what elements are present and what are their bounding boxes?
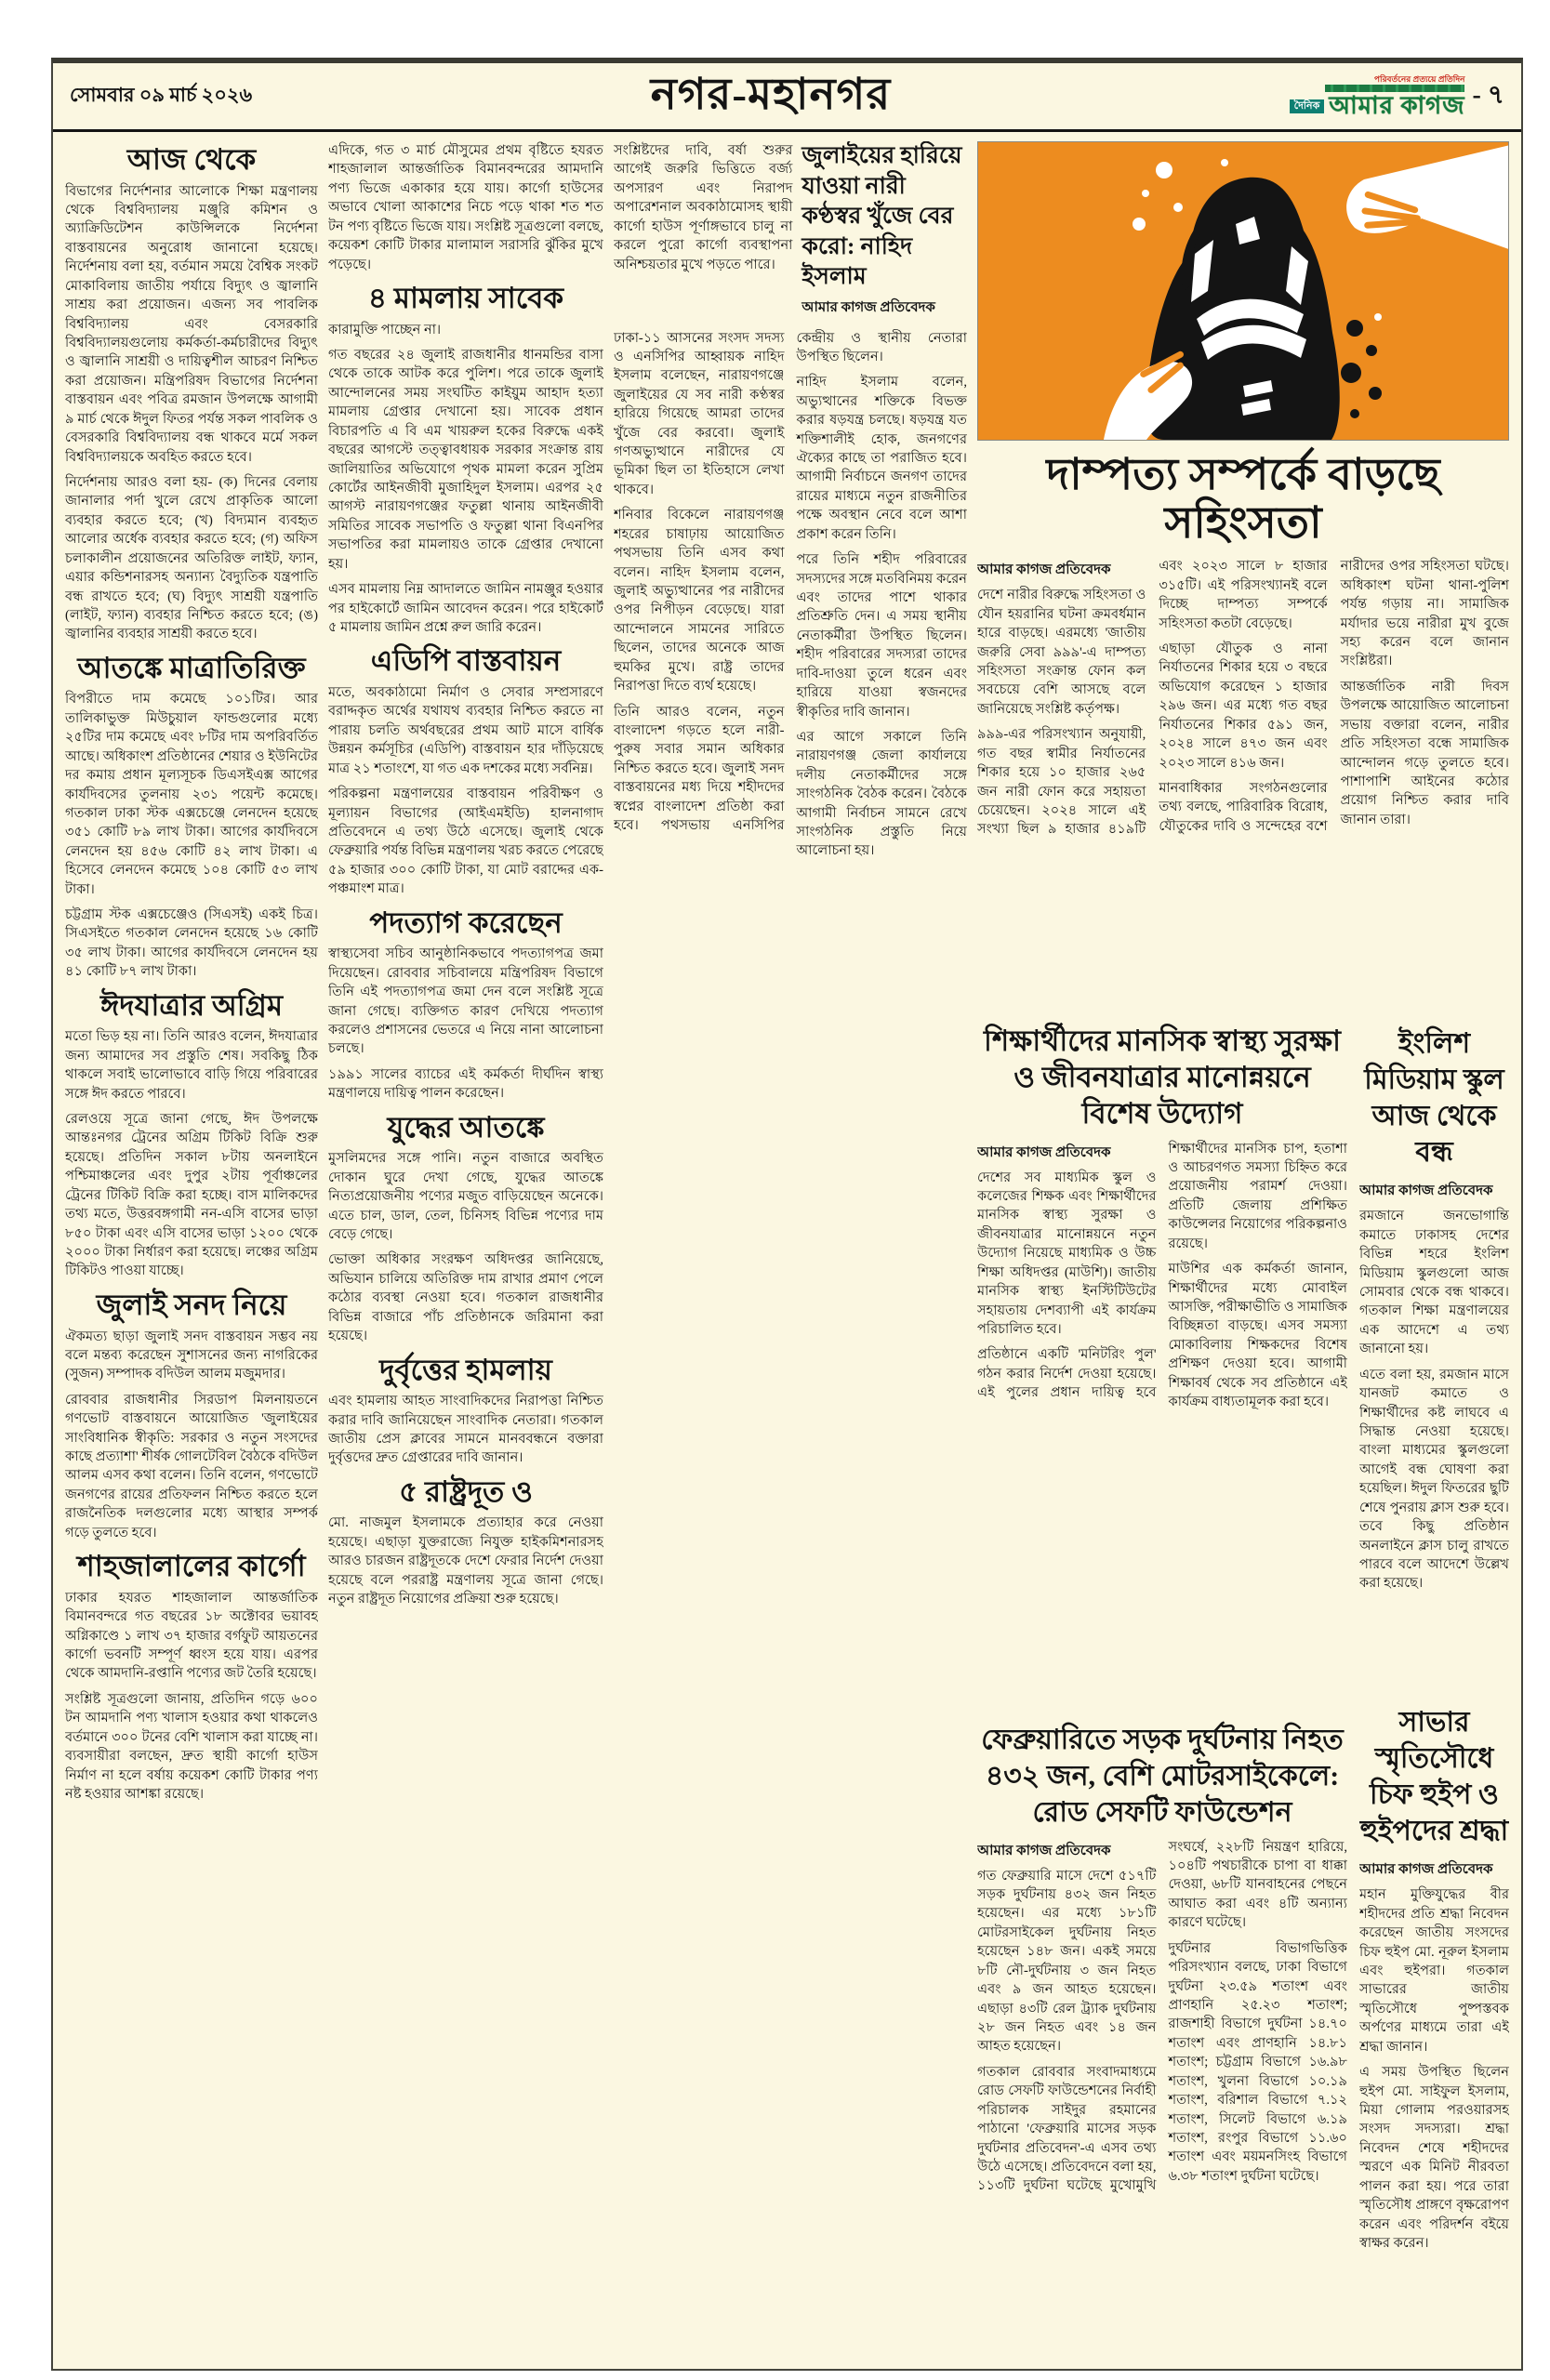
article-paragraph: প্রতিষ্ঠানে একটি 'মনিটরিং পুল' গঠন করার নির্দেশ দেওয়া হয়েছে। এই পুলের প্রধান দায়িত্ব হবে শিক্ষার্থীদের মানসিক চাপ, হতাশা ও আচরণগত সমস্যা চিহ্নিত করে প্রয়োজনীয় পরামর্শ দেওয়া। প্রতিটি জেলায় প্রশিক্ষিত কাউন্সেলর নিয়োগের পরিকল্পনাও রয়েছে। xyxy=(977,1141,1347,1401)
article-paragraph: এছাড়া যৌতুক ও নানা নির্যাতনের শিকার হয়ে ৩ বছরে অভিযোগ করেছেন ১ হাজার ২৯৬ জন। এর মধ্যে গত বছর নির্যাতনের শিকার ৫৯১ জন, ২০২৪ সালে ৪৭৩ জন এবং ২০২৩ সালে ৪১৬ জন। xyxy=(1159,641,1328,771)
article-paragraph: মতো ভিড় হয় না। তিনি আরও বলেন, ঈদযাত্রার জন্য আমাদের সব প্রস্তুতি শেষ। সবকিছু ঠিক থাকলে সবাই ভালোভাবে বাড়ি গিয়ে পরিবারের সঙ্গে ঈদ করতে পারবে। xyxy=(65,1029,318,1102)
page-content xyxy=(53,132,1521,2364)
article-paragraph: সংশ্লিষ্টদের দাবি, বর্ষা শুরুর আগেই জরুরি ভিত্তিতে বর্জ্য অপসারণ এবং নিরাপদ অপারেশনাল অবকাঠামোসহ স্থায়ী কার্গো হাউস পূর্ণাঙ্গভাবে চালু না করলে পুরো কার্গো ব্যবস্থাপনা অনিশ্চয়তার মুখে পড়তে পারে। xyxy=(614,143,793,272)
page-number: - ৭ xyxy=(1472,81,1504,110)
article-paragraph: এদিকে, গত ৩ মার্চ মৌসুমের প্রথম বৃষ্টিতে হযরত শাহজালাল আন্তর্জাতিক বিমানবন্দরের আমদানি পণ্য ভিজে একাকার হয়ে যায়। কার্গো হাউসের অভাবে খোলা আকাশের নিচে পড়ে থাকা শত শত টন পণ্য বৃষ্টিতে ভিজে যায়। সংশ্লিষ্ট সূত্রগুলো বলছে, কয়েকশ কোটি টাকার মালামাল সরাসরি ঝুঁকির মুখে পড়েছে। xyxy=(328,143,603,272)
article-paragraph: পরে তিনি শহীদ পরিবারের সদস্যদের সঙ্গে মতবিনিময় করেন এবং তাদের পাশে থাকার প্রতিশ্রুতি দেন। এ সময় স্থানীয় নেতাকর্মীরা উপস্থিত ছিলেন। শহীদ পরিবারের সদস্যরা তাদের দাবি-দাওয়া তুলে ধরেন এবং হারিয়ে যাওয়া স্বজনদের স্বীকৃতির দাবি জানান। xyxy=(796,552,967,720)
masthead-name-row xyxy=(1290,94,1465,118)
headline-adp: এডিপি বাস্তবায়ন xyxy=(370,644,562,678)
nahid-body xyxy=(614,329,967,2365)
headline-podotyag: পদত্যাগ করেছেন xyxy=(369,906,563,939)
article-paragraph: এ সময় উপস্থিত ছিলেন হুইপ মো. সাইফুল ইসলাম, মিয়া গোলাম পরওয়ারসহ সংসদ সদস্যরা। শ্রদ্ধা নিবেদন শেষে শহীদদের স্মরণে এক মিনিট নীরবতা পালন করা হয়। পরে তারা স্মৃতিসৌধ প্রাঙ্গণে বৃক্ষরোপণ করেন এবং পরিদর্শন বইয়ে স্বাক্ষর করেন। xyxy=(1359,2065,1509,2251)
headline-nahid: জুলাইয়ের হারিয়ে যাওয়া নারী কণ্ঠস্বর খুঁজে বের করো: নাহিদ ইসলাম xyxy=(801,143,962,289)
column-1 xyxy=(65,141,318,2364)
section-title: নগর-মহানগর xyxy=(650,70,892,119)
headline-shahjalal: শাহজালালের কার্গো xyxy=(77,1550,306,1583)
article-paragraph: নির্দেশনায় আরও বলা হয়- (ক) দিনের বেলায় জানালার পর্দা খুলে রেখে প্রাকৃতিক আলো ব্যবহার করতে হবে; (খ) বিদ্যমান ব্যবহৃত আলোর অর্ধেক ব্যবহার করতে হবে; (গ) অফিস চলাকালীন প্রয়োজনের অতিরিক্ত লাইট, ফ্যান, এয়ার কন্ডিশনারসহ অন্যান্য বৈদ্যুতিক যন্ত্রপাতি বন্ধ রাখতে হবে; (ঘ) বিদ্যুৎ সাশ্রয়ী যন্ত্রপাতি (লাইট, ফ্যান) ব্যবহার নিশ্চিত করতে হবে; (ঙ) জ্বালানির ব্যবহার সাশ্রয়ী করতে হবে। xyxy=(65,474,318,642)
article-paragraph: এতে বলা হয়, রমজান মাসে যানজট কমাতে ও শিক্ষার্থীদের কষ্ট লাঘবে এ সিদ্ধান্ত নেওয়া হয়েছে। বাংলা মাধ্যমের স্কুলগুলো আগেই বন্ধ ঘোষণা করা হয়েছিল। ঈদুল ফিতরের ছুটি শেষে পুনরায় ক্লাস শুরু হবে। তবে কিছু প্রতিষ্ঠান অনলাইনে ক্লাস চালু রাখতে পারবে বলে আদেশে উল্লেখ করা হয়েছে। xyxy=(1359,1367,1509,1592)
dampotto-body xyxy=(977,557,1509,1014)
article-paragraph: ঢাকার হযরত শাহজালাল আন্তর্জাতিক বিমানবন্দরে গত বছরের ১৮ অক্টোবর ভয়াবহ অগ্নিকাণ্ডে ১ লাখ ৩৭ হাজার বর্গফুট আয়তনের কার্গো ভবনটি সম্পূর্ণ ধ্বংস হয়ে যায়। এরপর থেকে আমদানি-রপ্তানি পণ্যের জট তৈরি হয়েছে। xyxy=(65,1590,318,1682)
article-paragraph: ৯৯৯-এর পরিসংখ্যান অনুযায়ী, গত বছর স্বামীর নির্যাতনের শিকার হয়ে ১০ হাজার ২৬৫ জন নারী ফোন করে সহায়তা চেয়েছেন। ২০২৪ সালে এই সংখ্যা ছিল ৯ হাজার ৪১৯টি এবং ২০২৩ সালে ৮ হাজার ৩১৫টি। এই পরিসংখ্যানই বলে দিচ্ছে দাম্পত্য সম্পর্কে সহিংসতা কতটা বেড়েছে। xyxy=(977,559,1328,838)
masthead-daily-label: দৈনিক xyxy=(1290,99,1325,113)
headline-eid-jatra: ঈদযাত্রার অগ্রিম xyxy=(99,988,284,1022)
headline-students: শিক্ষার্থীদের মানসিক স্বাস্থ্য সুরক্ষা ও জীবনযাত্রার মানোন্নয়নে বিশেষ উদ্যোগ xyxy=(983,1025,1342,1130)
headline-english-medium: ইংলিশ মিডিয়াম স্কুল আজ থেকে বন্ধ xyxy=(1364,1028,1504,1169)
article-paragraph: মহান মুক্তিযুদ্ধের বীর শহীদদের প্রতি শ্রদ্ধা নিবেদন করেছেন জাতীয় সংসদের চিফ হুইপ মো. নূরুল ইসলাম এবং হুইপরা। গতকাল সাভারের জাতীয় স্মৃতিসৌধে পুষ্পস্তবক অর্পণের মাধ্যমে তারা এই শ্রদ্ধা জানান। xyxy=(1359,1887,1509,2055)
article-paragraph: বিভাগের নির্দেশনার আলোকে শিক্ষা মন্ত্রণালয় থেকে বিশ্ববিদ্যালয় মঞ্জুরি কমিশন ও অ্যাক্রিডিটেশন কাউন্সিলকে নির্দেশনা বাস্তবায়নের অনুরোধ জানানো হয়েছে। নির্দেশনায় বলা হয়, বর্তমান সময়ে বৈশ্বিক সংকট মোকাবিলায় জাতীয় পর্যায়ে বিদ্যুৎ ও জ্বালানি সাশ্রয় করা প্রয়োজন। এজন্য সব পাবলিক বিশ্ববিদ্যালয় এবং বেসরকারি বিশ্ববিদ্যালয়গুলোয় কর্মকর্তা-কর্মচারীদের বিদ্যুৎ ও জ্বালানি সাশ্রয়ী ও দায়িত্বশীল আচরণ নিশ্চিত করা প্রয়োজন। মন্ত্রিপরিষদ বিভাগের নির্দেশনা বাস্তবায়ন এবং পবিত্র রমজান উপলক্ষে আগামী ৯ মার্চ থেকে ঈদুল ফিতর পর্যন্ত সকল পাবলিক ও বেসরকারি বিশ্ববিদ্যালয় বন্ধ থাকবে মর্মে সকল বিশ্ববিদ্যালয়কে অবহিত করতে হবে। xyxy=(65,183,318,465)
article-paragraph: এবং হামলায় আহত সাংবাদিকদের নিরাপত্তা নিশ্চিত করার দাবি জানিয়েছেন সাংবাদিক নেতারা। গতকাল জাতীয় প্রেস ক্লাবের সামনে মানববন্ধনে বক্তারা দুর্বৃত্তদের দ্রুত গ্রেপ্তারের দাবি জানান। xyxy=(328,1394,603,1466)
article-paragraph: রমজানে জনভোগান্তি কমাতে ঢাকাসহ দেশের বিভিন্ন শহরে ইংলিশ মিডিয়াম স্কুলগুলো আজ সোমবার থেকে বন্ধ থাকবে। গতকাল শিক্ষা মন্ত্রণালয়ের এক আদেশে এ তথ্য জানানো হয়। xyxy=(1359,1209,1509,1357)
byline: আমার কাগজ প্রতিবেদক xyxy=(977,562,1111,578)
article-paragraph: কারামুক্তি পাচ্ছেন না। xyxy=(328,322,442,337)
article-paragraph: এর আগে সকালে তিনি নারায়ণগঞ্জ জেলা কার্যালয়ে দলীয় নেতাকর্মীদের সঙ্গে সাংগঠনিক বৈঠক করেন। বৈঠকে আগামী নির্বাচন সামনে রেখে সাংগঠনিক প্রস্তুতি নিয়ে আলোচনা হয়। xyxy=(796,729,967,859)
students-body xyxy=(977,1140,1347,1716)
article-paragraph: সংশ্লিষ্ট সূত্রগুলো জানায়, প্রতিদিন গড়ে ৬০০ টন আমদানি পণ্য খালাস হওয়ার কথা থাকলেও বর্তমানে ৩০০ টনের বেশি খালাস করা যাচ্ছে না। ব্যবসায়ীরা বলছেন, দ্রুত স্থায়ী কার্গো হাউস নির্মাণ না হলে বর্ষায় কয়েকশ কোটি টাকার পণ্য নষ্ট হওয়ার আশঙ্কা রয়েছে। xyxy=(65,1691,318,1802)
article-paragraph: শনিবার বিকেলে নারায়ণগঞ্জ শহরের চাষাঢ়ায় আয়োজিত পথসভায় তিনি এসব কথা বলেন। নাহিদ ইসলাম বলেন, জুলাই অভ্যুত্থানের পর নারীদের ওপর নিপীড়ন বেড়েছে। যারা আন্দোলনে সামনের সারিতে ছিলেন, তাদের অনেকে আজ হুমকির মুখে। রাষ্ট্র তাদের নিরাপত্তা দিতে ব্যর্থ হয়েছে। xyxy=(614,508,785,694)
article-paragraph: তিনি আরও বলেন, নতুন বাংলাদেশ গড়তে হলে নারী-পুরুষ সবার সমান অধিকার নিশ্চিত করতে হবে। জুলাই সনদ বাস্তবায়নের মধ্য দিয়ে শহীদদের স্বপ্নের বাংলাদেশ প্রতিষ্ঠা করা হবে। পথসভায় এনসিপির কেন্দ্রীয় ও স্থানীয় নেতারা উপস্থিত ছিলেন। xyxy=(614,330,967,834)
right-lower-region xyxy=(977,1020,1509,2364)
article-paragraph: রোববার রাজধানীর সিরডাপ মিলনায়তনে গণভোট বাস্তবায়নে আয়োজিত 'জুলাইয়ের সাংবিধানিক স্বীকৃতি: সরকার ও নতুন সংসদের কাছে প্রত্যাশা' শীর্ষক গোলটেবিল বৈঠকে বদিউল আলম এসব কথা বলেন। তিনি বলেন, গণভোটে জনগণের রায়ের প্রতিফলন নিশ্চিত করতে হলে রাজনৈতিক দলগুলোর মধ্যে আস্থার সম্পর্ক গড়ে তুলতে হবে। xyxy=(65,1392,318,1540)
byline: আমার কাগজ প্রতিবেদক xyxy=(977,1843,1111,1858)
headline-atonke: আতঙ্কে মাত্রাতিরিক্ত xyxy=(77,651,306,684)
headline-dampotto: দাম্পত্য সম্পর্কে বাড়ছে সহিংসতা xyxy=(1046,451,1440,548)
masthead xyxy=(1290,74,1504,118)
article-paragraph: ভোক্তা অধিকার সংরক্ষণ অধিদপ্তর জানিয়েছে, অভিযান চালিয়ে অতিরিক্ত দাম রাখার প্রমাণ পেলে কঠোর ব্যবস্থা নেওয়া হবে। গতকাল রাজধানীর বিভিন্ন বাজারে পাঁচ প্রতিষ্ঠানকে জরিমানা করা হয়েছে। xyxy=(328,1252,603,1344)
headline-savar: সাভার স্মৃতিসৌধে চিফ হুইপ ও হুইপদের শ্রদ্ধা xyxy=(1359,1707,1509,1847)
masthead-tagline: পরিবর্তনের প্রত্যয়ে প্রতিদিন xyxy=(1373,74,1465,84)
abuse-illustration-svg xyxy=(978,142,1508,440)
byline: আমার কাগজ প্রতিবেদক xyxy=(977,1144,1111,1160)
article-paragraph: চট্টগ্রাম স্টক এক্সচেঞ্জেও (সিএসই) একই চিত্র। সিএসইতে গতকাল লেনদেন হয়েছে ১৬ কোটি ৩৫ লাখ টাকা। আগের কার্যদিবসে লেনদেন হয় ৪১ কোটি ৮৭ লাখ টাকা। xyxy=(65,907,318,980)
article-paragraph: ঐকমত্য ছাড়া জুলাই সনদ বাস্তবায়ন সম্ভব নয় বলে মন্তব্য করেছেন সুশাসনের জন্য নাগরিকের (সুজন) সম্পাদক বদিউল আলম মজুমদার। xyxy=(65,1329,318,1382)
headline-juddher: যুদ্ধের আতঙ্কে xyxy=(387,1110,545,1144)
byline: আমার কাগজ প্রতিবেদক xyxy=(801,299,935,315)
article-paragraph: মুসলিমদের সঙ্গে পানি। নতুন বাজারে অবস্থিত দোকান ঘুরে দেখা গেছে, যুদ্ধের আতঙ্কে নিত্যপ্রয়োজনীয় পণ্যের মজুত বাড়িয়েছেন অনেকে। এতে চাল, ডাল, তেল, চিনিসহ বিভিন্ন পণ্যের দাম বেড়ে গেছে। xyxy=(328,1151,603,1242)
headline-durbritter: দুর্বৃত্তের হামলায় xyxy=(379,1353,552,1386)
right-region xyxy=(977,141,1509,2364)
article-paragraph: দেশে নারীর বিরুদ্ধে সহিংসতা ও যৌন হয়রানির ঘটনা ক্রমবর্ধমান হারে বাড়ছে। এরমধ্যে 'জাতীয় জরুরি সেবা ৯৯৯'-এ দাম্পত্য সহিংসতা সংক্রান্ত ফোন কল সবচেয়ে বেশি আসছে বলে জানিয়েছে সংশ্লিষ্ট কর্তৃপক্ষ। xyxy=(977,588,1146,717)
road-safety-body xyxy=(977,1838,1347,2364)
article-paragraph: ১৯৯১ সালের ব্যাচের এই কর্মকর্তা দীর্ঘদিন স্বাস্থ্য মন্ত্রণালয়ে দায়িত্ব পালন করেছেন। xyxy=(328,1066,603,1102)
article-paragraph: আন্তর্জাতিক নারী দিবস উপলক্ষে আয়োজিত আলোচনা সভায় বক্তারা বলেন, নারীর প্রতি সহিংসতা বন্ধে সামাজিক আন্দোলন গড়ে তুলতে হবে। পাশাপাশি আইনের কঠোর প্রয়োগ নিশ্চিত করার দাবি জানান তারা। xyxy=(1340,679,1509,827)
article-paragraph: গত ফেব্রুয়ারি মাসে দেশে ৫১৭টি সড়ক দুর্ঘটনায় ৪৩২ জন নিহত হয়েছেন। এর মধ্যে ১৮১টি মোটরসাইকেল দুর্ঘটনায় নিহত হয়েছেন ১৪৮ জন। একই সময়ে ৮টি নৌ-দুর্ঘটনায় ৩ জন নিহত এবং ৯ জন আহত হয়েছেন। এছাড়া ৪৩টি রেল ট্র্যাক দুর্ঘটনায় ২৮ জন নিহত এবং ১৪ জন আহত হয়েছেন। xyxy=(977,1868,1157,2055)
masthead-skyline-icon xyxy=(1325,85,1464,92)
nahid-headline-block xyxy=(801,141,967,324)
lower-left-block xyxy=(977,1020,1347,2364)
paper-sheet xyxy=(51,58,1523,2371)
article-paragraph: বিপরীতে দাম কমেছে ১০১টির। আর তালিকাভুক্ত মিউচুয়াল ফান্ডগুলোর মধ্যে ২৫টির দাম কমেছে এবং ৮টির দাম অপরিবর্তিত আছে। অধিকাংশ প্রতিষ্ঠানের শেয়ার ও ইউনিটের দর কমায় প্রধান মূল্যসূচক ডিএসইএক্স আগের কার্যদিবসের তুলনায় ২৩১ পয়েন্ট কমেছে। গতকাল ঢাকা স্টক এক্সচেঞ্জে লেনদেন হয়েছে ৩৫১ কোটি ৮৯ লাখ টাকা। আগের কার্যদিবসে লেনদেন হয় ৪৫৬ কোটি ৪২ লাখ টাকা। এ হিসেবে লেনদেন কমেছে ১০৪ কোটি ৫৩ লাখ টাকা। xyxy=(65,692,318,897)
article-paragraph: ঢাকা-১১ আসনের সংসদ সদস্য ও এনসিপির আহ্বায়ক নাহিদ ইসলাম বলেছেন, নারায়ণগঞ্জে জুলাইয়ের যে সব নারী কণ্ঠস্বর হারিয়ে গিয়েছে আমরা তাদের খুঁজে বের করবো। জুলাই গণঅভ্যুত্থানে নারীদের যে ভূমিকা ছিল তা ইতিহাসে লেখা থাকবে। xyxy=(614,330,785,497)
article-paragraph: মানবাধিকার সংগঠনগুলোর তথ্য বলছে, পারিবারিক বিরোধ, যৌতুকের দাবি ও সন্দেহের বশে নারীদের ওপর সহিংসতা ঘটছে। অধিকাংশ ঘটনা থানা-পুলিশ পর্যন্ত গড়ায় না। সামাজিক মর্যাদার ভয়ে নারীরা মুখ বুজে সহ্য করেন বলে জানান সংশ্লিষ্টরা। xyxy=(1159,559,1509,834)
lower-right-block xyxy=(1359,1020,1509,2364)
article-paragraph: গত বছরের ২৪ জুলাই রাজধানীর ধানমন্ডির বাসা থেকে তাকে আটক করে পুলিশ। পরে তাকে জুলাই আন্দোলনের সময় সংঘটিত কাইয়ুম আহাদ হত্যা মামলায় গ্রেপ্তার দেখানো হয়। সাবেক প্রধান বিচারপতি এ বি এম খায়রুল হকের বিরুদ্ধে একই বছরের আগস্টে তত্ত্বাবধায়ক সরকার সংক্রান্ত রায় জালিয়াতির অভিযোগে পৃথক মামলা করেন সুপ্রিম কোর্টের আইনজীবী মুজাহিদুল ইসলাম। এরপর ২৫ আগস্ট নারায়ণগঞ্জের ফতুল্লা থানায় আইনজীবী সমিতির সাবেক সভাপতি ও ফতুল্লা থানা বিএনপির সভাপতির করা মামলায়ও তাকে গ্রেপ্তার দেখানো হয়। xyxy=(328,348,603,572)
english-medium-body xyxy=(1359,1178,1509,1699)
headline-char-mamla: ৪ মামলায় সাবেক xyxy=(367,281,564,314)
column-2 xyxy=(328,141,603,2364)
article-paragraph: দুর্ঘটনার বিভাগভিত্তিক পরিসংখ্যান বলছে, ঢাকা বিভাগে দুর্ঘটনা ২৩.৫৯ শতাংশ এবং প্রাণহানি ২৫.২৩ শতাংশ; রাজশাহী বিভাগে দুর্ঘটনা ১৪.৭০ শতাংশ এবং প্রাণহানি ১৪.৮১ শতাংশ; চট্টগ্রাম বিভাগে ১৬.৯৮ শতাংশ, খুলনা বিভাগে ১০.১৯ শতাংশ, বরিশাল বিভাগে ৭.১২ শতাংশ, সিলেট বিভাগে ৬.১৯ শতাংশ, রংপুর বিভাগে ১১.৬০ শতাংশ এবং ময়মনসিংহ বিভাগে ৬.৩৮ শতাংশ দুর্ঘটনা ঘটেছে। xyxy=(1168,1940,1347,2184)
abuse-illustration xyxy=(977,141,1509,441)
article-paragraph: এসব মামলায় নিম্ন আদালতে জামিন নামঞ্জুর হওয়ার পর হাইকোর্টে জামিন আবেদন করেন। পরে হাইকোর্ট ৫ মামলায় জামিন প্রশ্নে রুল জারি করেন। xyxy=(328,582,603,635)
article-paragraph: গতকাল রোববার সংবাদমাধ্যমে রোড সেফটি ফাউন্ডেশনের নির্বাহী পরিচালক সাইদুর রহমানের পাঠানো 'ফেব্রুয়ারি মাসের সড়ক দুর্ঘটনার প্রতিবেদন'-এ এসব তথ্য উঠে এসেছে। প্রতিবেদনে বলা হয়, ১১৩টি দুর্ঘটনা ঘটেছে মুখোমুখি সংঘর্ষে, ২২৮টি নিয়ন্ত্রণ হারিয়ে, ১০৪টি পথচারীকে চাপা বা ধাক্কা দেওয়া, ৬৮টি যানবাহনের পেছনে আঘাত করা এবং ৪টি অন্যান্য কারণে ঘটেছে। xyxy=(977,1839,1347,2194)
issue-date: সোমবার ০৯ মার্চ ২০২৬ xyxy=(70,84,253,106)
article-paragraph: স্বাস্থ্যসেবা সচিব আনুষ্ঠানিকভাবে পদত্যাগপত্র জমা দিয়েছেন। রোববার সচিবালয়ে মন্ত্রিপরিষদ বিভাগে তিনি এই পদত্যাগপত্র জমা দেন বলে সংশ্লিষ্ট সূত্রে জানা গেছে। ব্যক্তিগত কারণ দেখিয়ে পদত্যাগ করলেও প্রশাসনের ভেতরে এ নিয়ে নানা আলোচনা চলছে। xyxy=(328,946,603,1057)
byline: আমার কাগজ প্রতিবেদক xyxy=(1359,1862,1493,1878)
savar-body xyxy=(1359,1857,1509,2364)
masthead-stack xyxy=(1290,75,1465,118)
article-paragraph: মতে, অবকাঠামো নির্মাণ ও সেবার সম্প্রসারণে বরাদ্দকৃত অর্থের যথাযথ ব্যবহার নিশ্চিত করতে না পারায় চলতি অর্থবছরের প্রথম আট মাসে বার্ষিক উন্নয়ন কর্মসূচির (এডিপি) বাস্তবায়ন হার দাঁড়িয়েছে মাত্র ২১ শতাংশে, যা গত এক দশকের মধ্যে সর্বনিম্ন। xyxy=(328,684,603,776)
nahid-top-band xyxy=(614,141,967,324)
headline-rashtrodut: ৫ রাষ্ট্রদূত ও xyxy=(399,1474,533,1508)
page-header xyxy=(53,63,1521,132)
article-paragraph: মো. নাজমুল ইসলামকে প্রত্যাহার করে নেওয়া হয়েছে। এছাড়া যুক্তরাজ্যে নিযুক্ত হাইকমিশনারসহ আরও চারজন রাষ্ট্রদূতকে দেশে ফেরার নির্দেশ দেওয়া হয়েছে বলে পররাষ্ট্র মন্ত্রণালয় সূত্রে জানা গেছে। নতুন রাষ্ট্রদূত নিয়োগের প্রক্রিয়া শুরু হয়েছে। xyxy=(328,1515,603,1607)
article-paragraph: মাউশির এক কর্মকর্তা জানান, শিক্ষার্থীদের মধ্যে মোবাইল আসক্তি, পরীক্ষাভীতি ও সামাজিক বিচ্ছিন্নতা বাড়ছে। এসব সমস্যা মোকাবিলায় শিক্ষকদের বিশেষ প্রশিক্ষণ দেওয়া হবে। আগামী শিক্ষাবর্ষ থেকে সব প্রতিষ্ঠানে এই কার্যক্রম বাধ্যতামূলক করা হবে। xyxy=(1168,1262,1347,1410)
masthead-name: আমার কাগজ xyxy=(1329,92,1465,119)
article-paragraph: রেলওয়ে সূত্রে জানা গেছে, ঈদ উপলক্ষে আন্তঃনগর ট্রেনের অগ্রিম টিকিট বিক্রি শুরু হয়েছে। প্রতিদিন সকাল ৮টায় অনলাইনে পশ্চিমাঞ্চলের এবং দুপুর ২টায় পূর্বাঞ্চলের ট্রেনের টিকিট বিক্রি করা হচ্ছে। বাস মালিকদের তথ্য মতে, উত্তরবঙ্গগামী নন-এসি বাসের ভাড়া ৮৫০ টাকা এবং এসি বাসের ভাড়া ১২০০ থেকে ২০০০ টাকা নির্ধারণ করা হয়েছে। লঞ্চের অগ্রিম টিকিটও পাওয়া যাচ্ছে। xyxy=(65,1112,318,1279)
byline: আমার কাগজ প্রতিবেদক xyxy=(1359,1183,1493,1199)
headline-aj-theke: আজ থেকে xyxy=(126,143,257,176)
column-3-nahid-article xyxy=(614,141,967,2364)
headline-road-safety: ফেব্রুয়ারিতে সড়ক দুর্ঘটনায় নিহত ৪৩২ জন, বেশি মোটরসাইকেলে: রোড সেফটি ফাউন্ডেশন xyxy=(981,1724,1344,1828)
cargo-continuation xyxy=(614,141,792,324)
article-paragraph: পরিকল্পনা মন্ত্রণালয়ের বাস্তবায়ন পরিবীক্ষণ ও মূল্যায়ন বিভাগের (আইএমইডি) হালনাগাদ প্রতিবেদনে এ তথ্য উঠে এসেছে। জুলাই থেকে ফেব্রুয়ারি পর্যন্ত বিভিন্ন মন্ত্রণালয় খরচ করতে পেরেছে ৫৯ হাজার ৩০০ কোটি টাকা, যা মোট বরাদ্দের এক-পঞ্চমাংশ মাত্র। xyxy=(328,787,603,897)
headline-july-sonod: জুলাই সনদ নিয়ে xyxy=(96,1288,287,1321)
article-paragraph: দেশের সব মাধ্যমিক স্কুল ও কলেজের শিক্ষক এবং শিক্ষার্থীদের মানসিক স্বাস্থ্য সুরক্ষা ও জীবনযাত্রার মানোন্নয়নে নতুন উদ্যোগ নিয়েছে মাধ্যমিক ও উচ্চ শিক্ষা অধিদপ্তর (মাউশি)। জাতীয় মানসিক স্বাস্থ্য ইনস্টিটিউটের সহায়তায় দেশব্যাপী এই কার্যক্রম পরিচালিত হবে। xyxy=(977,1170,1157,1337)
article-paragraph: নাহিদ ইসলাম বলেন, অভ্যুত্থানের শক্তিকে বিভক্ত করার ষড়যন্ত্র চলছে। ষড়যন্ত্র যত শক্তিশালীই হোক, জনগণের ঐক্যের কাছে তা পরাজিত হবে। আগামী নির্বাচনে জনগণ তাদের রায়ের মাধ্যমে নতুন রাজনীতির পক্ষে অবস্থান নেবে বলে আশা প্রকাশ করেন তিনি। xyxy=(796,375,967,542)
